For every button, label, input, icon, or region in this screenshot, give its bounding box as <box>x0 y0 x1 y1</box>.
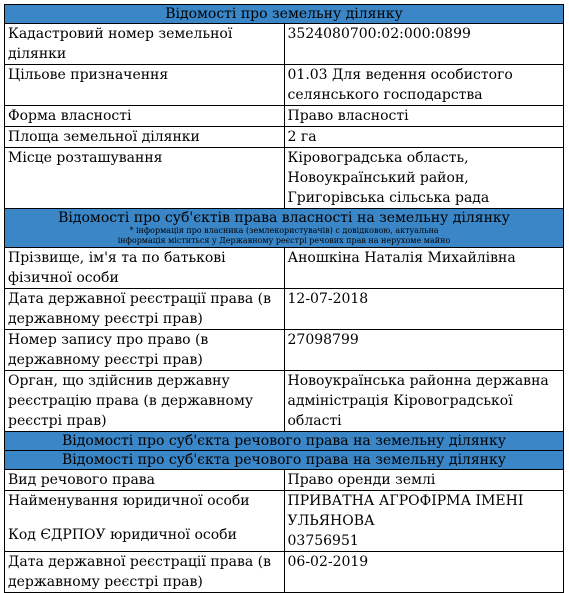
row-label-owner-name: Прізвище, ім'я та по батькові фізичної особи <box>5 248 285 289</box>
table-row <box>5 289 564 330</box>
row-value-right-type: Право оренди землі <box>284 470 564 491</box>
row-label-registration-date: Дата державної реєстрації права (в державному реєстрі прав) <box>5 289 285 330</box>
table-row <box>5 491 564 552</box>
row-label-registering-body: Орган, що здійснив державну реєстрацію права (в державному реєстрі прав) <box>5 371 285 432</box>
row-value-lease-registration-date: 06-02-2019 <box>284 552 564 593</box>
row-label-entity-name: Найменування юридичної особи <box>8 493 250 509</box>
section-note-line: інформація міститься у Державному реєстрі речових прав на нерухоме майно <box>117 236 451 245</box>
row-label-cadastral-number: Кадастровий номер земельної ділянки <box>5 24 285 65</box>
row-label-purpose: Цільове призначення <box>5 65 285 106</box>
table-row <box>5 127 564 148</box>
row-value-purpose: 01.03 Для ведення особистого селянського господарства <box>284 65 564 106</box>
table-row <box>5 148 564 209</box>
section-header-cell: Відомості про земельну ділянку <box>5 5 564 24</box>
row-value-cadastral-number: 3524080700:02:000:0899 <box>284 24 564 65</box>
land-info-table <box>4 4 564 593</box>
row-value-entity-name-and-code <box>284 491 564 552</box>
row-label-location: Місце розташування <box>5 148 285 209</box>
section-header-land-plot <box>5 5 564 24</box>
section-header-real-right-subject <box>5 451 564 470</box>
table-row <box>5 24 564 65</box>
table-row <box>5 65 564 106</box>
row-label-entity-name-and-code <box>5 491 285 552</box>
table-row <box>5 330 564 371</box>
section-header-cell <box>5 209 564 248</box>
row-label-lease-registration-date: Дата державної реєстрації права (в державному реєстрі прав) <box>5 552 285 593</box>
row-value-registering-body: Новоукраїнська районна державна адміністрація Кіровоградської області <box>284 371 564 432</box>
row-value-registration-date: 12-07-2018 <box>284 289 564 330</box>
table-row <box>5 470 564 491</box>
row-label-record-number: Номер запису про право (в державному реєстрі прав) <box>5 330 285 371</box>
row-value-ownership-form: Право власності <box>284 106 564 127</box>
row-label-ownership-form: Форма власності <box>5 106 285 127</box>
table-row <box>5 248 564 289</box>
row-value-area: 2 га <box>284 127 564 148</box>
section-title: Відомості про суб'єктів права власності на земельну ділянку <box>58 210 510 226</box>
row-value-edrpou-code: 03756951 <box>287 533 359 549</box>
row-label-edrpou-code: Код ЄДРПОУ юридичної особи <box>8 527 237 543</box>
section-header-real-right-subject <box>5 432 564 451</box>
row-value-owner-name: Аношкіна Наталія Михайлівна <box>284 248 564 289</box>
row-value-record-number: 27098799 <box>284 330 564 371</box>
table-row <box>5 552 564 593</box>
section-header-cell: Відомості про суб'єкта речового права на земельну ділянку <box>5 432 564 451</box>
row-label-right-type: Вид речового права <box>5 470 285 491</box>
row-value-location: Кіровоградська область, Новоукраїнський район, Григорівська сільська рада <box>284 148 564 209</box>
row-label-area: Площа земельної ділянки <box>5 127 285 148</box>
table-row <box>5 371 564 432</box>
section-header-ownership-subjects <box>5 209 564 248</box>
section-header-cell: Відомості про суб'єкта речового права на земельну ділянку <box>5 451 564 470</box>
section-note-line: * інформація про власника (землекористувачів) с довідковою, актуальна <box>129 226 439 235</box>
row-value-entity-name: ПРИВАТНА АГРОФІРМА ІМЕНІ УЛЬЯНОВА <box>287 493 524 529</box>
table-row <box>5 106 564 127</box>
